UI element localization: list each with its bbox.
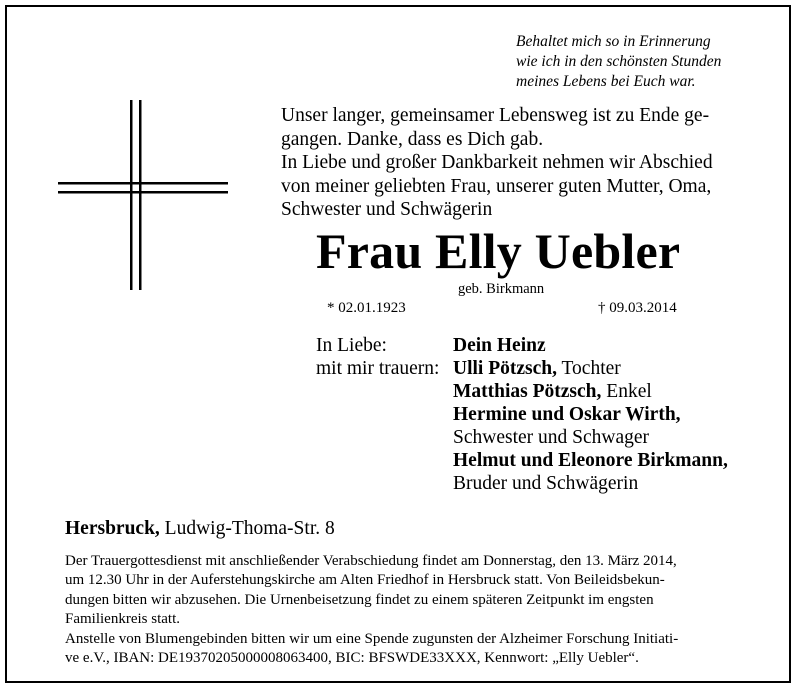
notice-line: um 12.30 Uhr in der Auferstehungskirche am Alten Friedhof in Hersbruck statt. Von Beileidsbekun-: [65, 572, 665, 589]
intro-line: gangen. Danke, dass es Dich gab.: [281, 128, 544, 150]
intro-line: Schwester und Schwägerin: [281, 199, 493, 220]
list-item: [316, 449, 728, 472]
address: [65, 518, 335, 540]
mourner-name: Ulli Pötzsch,: [453, 358, 557, 379]
label-mourning: mit mir trauern:: [316, 358, 440, 379]
notice-line: Familienkreis statt.: [65, 611, 180, 628]
mourner-name: Helmut und Eleonore Birkmann,: [453, 450, 728, 471]
list-item: [316, 403, 728, 426]
notice-line: Der Trauergottesdienst mit anschließender Verabschiedung findet am Donnerstag, den 13. März 2014,: [65, 553, 677, 569]
list-item: [316, 472, 728, 495]
list-item: [316, 357, 728, 380]
label-in-love: In Liebe:: [316, 335, 387, 356]
mourner-relation: Schwester und Schwager: [453, 427, 650, 448]
funeral-notice: [65, 552, 741, 668]
mourner-name: Dein Heinz: [453, 335, 546, 356]
maiden-name: geb. Birkmann: [458, 281, 545, 297]
notice-line: dungen bitten wir abzusehen. Die Urnenbeisetzung findet zu einem späteren Zeitpunkt im engsten: [65, 591, 654, 608]
epitaph-quote: [516, 32, 721, 92]
mourner-relation: Bruder und Schwägerin: [453, 473, 639, 494]
cross-icon: [58, 100, 228, 290]
intro-line: Unser langer, gemeinsamer Lebensweg ist zu Ende ge-: [281, 105, 710, 126]
quote-line: meines Lebens bei Euch war.: [516, 73, 696, 90]
mourner-relation: Tochter: [556, 358, 621, 379]
mourner-name: Hermine und Oskar Wirth,: [453, 404, 681, 425]
notice-line: Anstelle von Blumengebinden bitten wir um eine Spende zugunsten der Alzheimer Forschung Initiati-: [65, 630, 679, 647]
list-item: [316, 380, 728, 403]
mourner-name: Matthias Pötzsch,: [453, 381, 602, 402]
intro-line: von meiner geliebten Frau, unserer guten Mutter, Oma,: [281, 175, 712, 197]
intro-line: In Liebe und großer Dankbarkeit nehmen wir Abschied: [281, 152, 713, 173]
deceased-name: Frau Elly Uebler: [316, 223, 681, 279]
quote-line: Behaltet mich so in Erinnerung: [516, 33, 711, 50]
address-street: Ludwig-Thoma-Str. 8: [159, 518, 335, 539]
list-item: [316, 334, 728, 357]
quote-line: wie ich in den schönsten Stunden: [516, 53, 722, 70]
list-item: [316, 426, 728, 449]
birth-date: * 02.01.1923: [327, 300, 406, 316]
farewell-text: [281, 104, 741, 222]
mourner-relation: Enkel: [601, 381, 652, 402]
address-town: Hersbruck,: [65, 518, 160, 539]
death-date: † 09.03.2014: [598, 300, 677, 316]
mourners-list: [316, 334, 728, 495]
notice-line: ve e.V., IBAN: DE19370205000008063400, BIC: BFSWDE33XXX, Kennwort: „Elly Uebler“.: [65, 650, 639, 667]
